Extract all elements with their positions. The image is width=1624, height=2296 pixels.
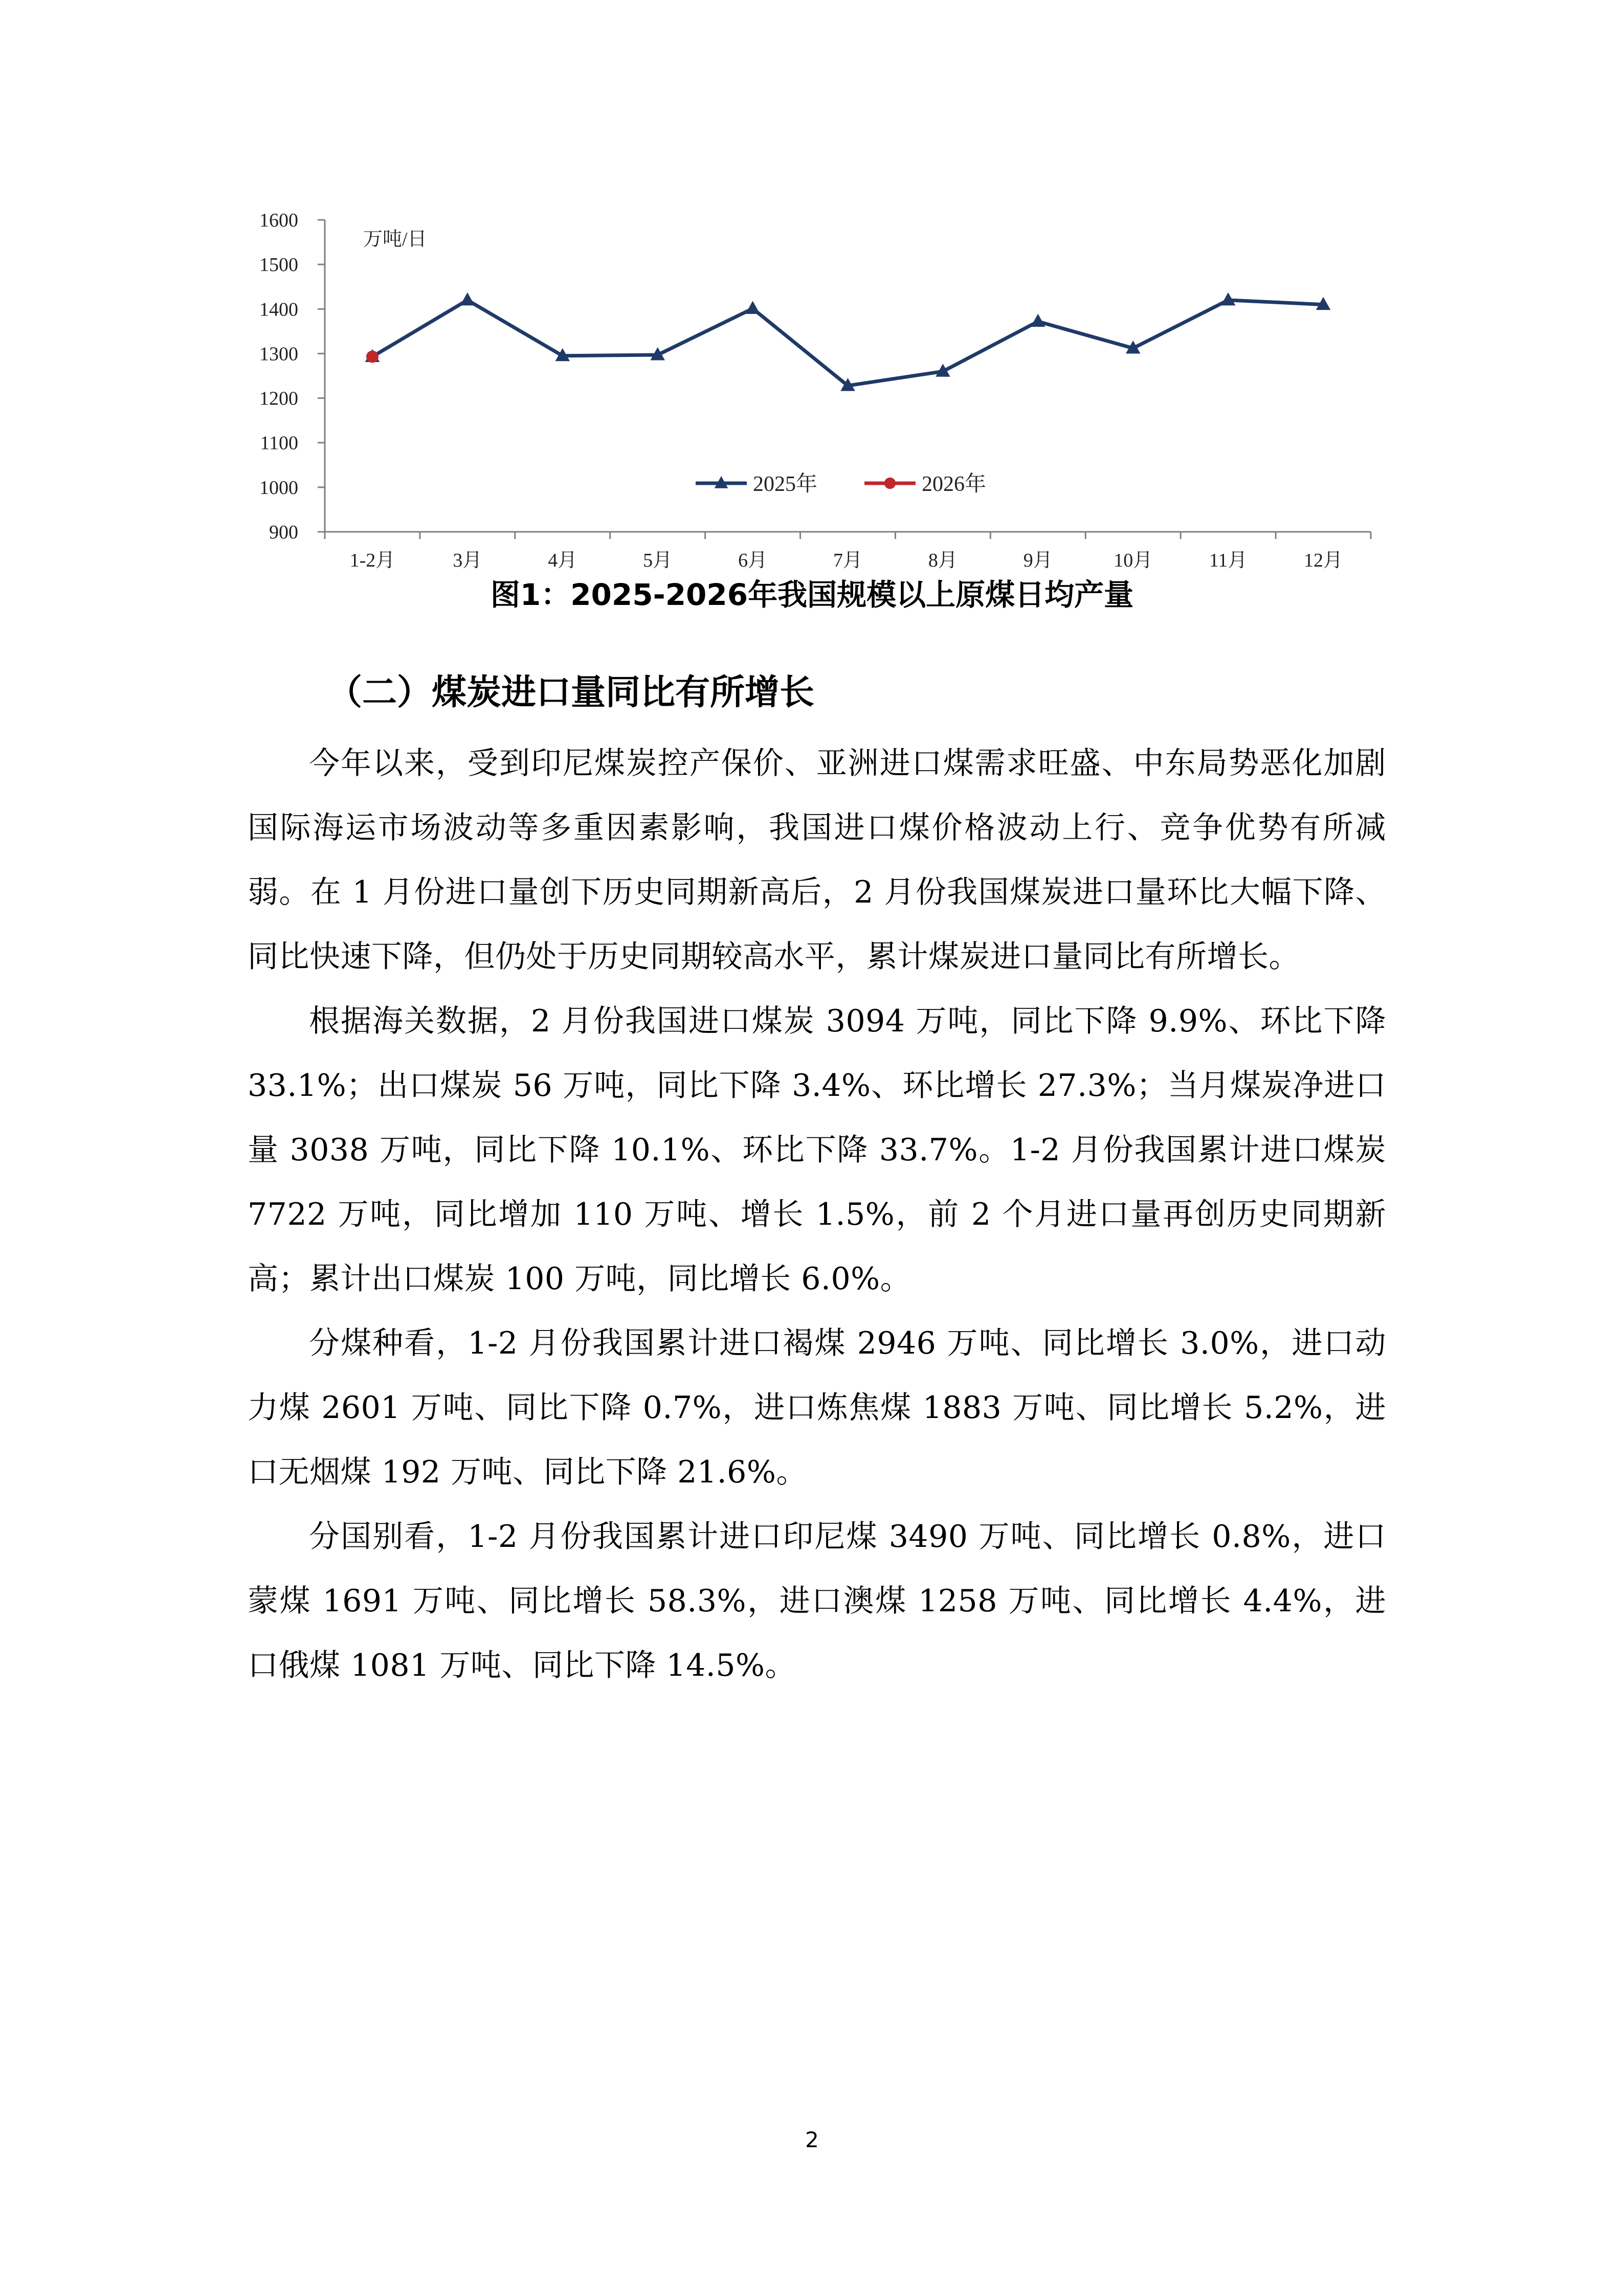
x-tick-label: 3月 <box>453 550 482 571</box>
x-tick-label: 5月 <box>643 550 673 571</box>
coal-output-line-chart <box>225 194 1422 593</box>
y-tick-label: 1000 <box>259 477 298 499</box>
legend-label: 2025年 <box>753 472 818 496</box>
x-tick-label: 4月 <box>548 550 577 571</box>
page-number: 2 <box>805 2127 819 2152</box>
y-tick-label: 1100 <box>260 432 298 454</box>
x-tick-label: 6月 <box>738 550 768 571</box>
figure-caption: 图1：2025-2026年我国规模以上原煤日均产量 <box>490 577 1134 612</box>
x-tick-label: 12月 <box>1304 550 1343 571</box>
legend-label: 2026年 <box>922 472 987 496</box>
x-tick-label: 8月 <box>928 550 958 571</box>
paragraph-2: 根据海关数据，2 月份我国进口煤炭 3094 万吨，同比下降 9.9%、环比下降 33.1%；出口煤炭 56 万吨，同比下降 3.4%、环比增长 27.3%；当月煤炭净进口量 3038 万吨，同比下降 10.1%、环比下降 33.7%。1-2 月份我国累计进口煤炭 7722 万吨，同比增加 110 万吨、增长 1.5%，前 2 个月进口量再创历史同期新高；累计出口煤炭 100 万吨，同比增长 6.0%。 <box>248 1003 1386 1297</box>
section-heading: （二）煤炭进口量同比有所增长 <box>327 672 815 713</box>
paragraph-1: 今年以来，受到印尼煤炭控产保价、亚洲进口煤需求旺盛、中东局势恶化加剧国际海运市场波动等多重因素影响，我国进口煤价格波动上行、竞争优势有所减弱。在 1 月份进口量创下历史同期新高后，2 月份我国煤炭进口量环比大幅下降、同比快速下降，但仍处于历史同期较高水平，累计煤炭进口量同比有所增长。 <box>248 746 1386 975</box>
series-line-1 <box>372 300 1323 386</box>
x-tick-label: 11月 <box>1209 550 1248 571</box>
data-point-marker <box>366 351 379 363</box>
y-tick-label: 1500 <box>259 254 298 276</box>
x-tick-label: 10月 <box>1114 550 1153 571</box>
x-tick-label: 9月 <box>1023 550 1053 571</box>
data-point-marker <box>745 301 760 314</box>
y-tick-label: 1200 <box>259 388 298 410</box>
data-point-marker <box>1031 314 1045 327</box>
y-tick-label: 1300 <box>259 343 298 365</box>
x-tick-label: 1-2月 <box>349 550 395 571</box>
paragraph-4: 分国别看，1-2 月份我国累计进口印尼煤 3490 万吨、同比增长 0.8%，进口蒙煤 1691 万吨、同比增长 58.3%，进口澳煤 1258 万吨、同比增长 4.4%，进口俄煤 1081 万吨、同比下降 14.5%。 <box>248 1519 1386 1683</box>
y-tick-label: 1400 <box>259 299 298 321</box>
y-tick-label: 900 <box>269 522 298 543</box>
paragraph-3: 分煤种看，1-2 月份我国累计进口褐煤 2946 万吨、同比增长 3.0%，进口动力煤 2601 万吨、同比下降 0.7%，进口炼焦煤 1883 万吨、同比增长 5.2%，进口无烟煤 192 万吨、同比下降 21.6%。 <box>248 1325 1386 1490</box>
body-text <box>248 731 1386 1698</box>
data-point-marker <box>884 478 896 489</box>
data-point-marker <box>460 292 475 306</box>
y-tick-label: 1600 <box>259 210 298 231</box>
x-tick-label: 7月 <box>833 550 863 571</box>
unit-label: 万吨/日 <box>363 229 427 250</box>
